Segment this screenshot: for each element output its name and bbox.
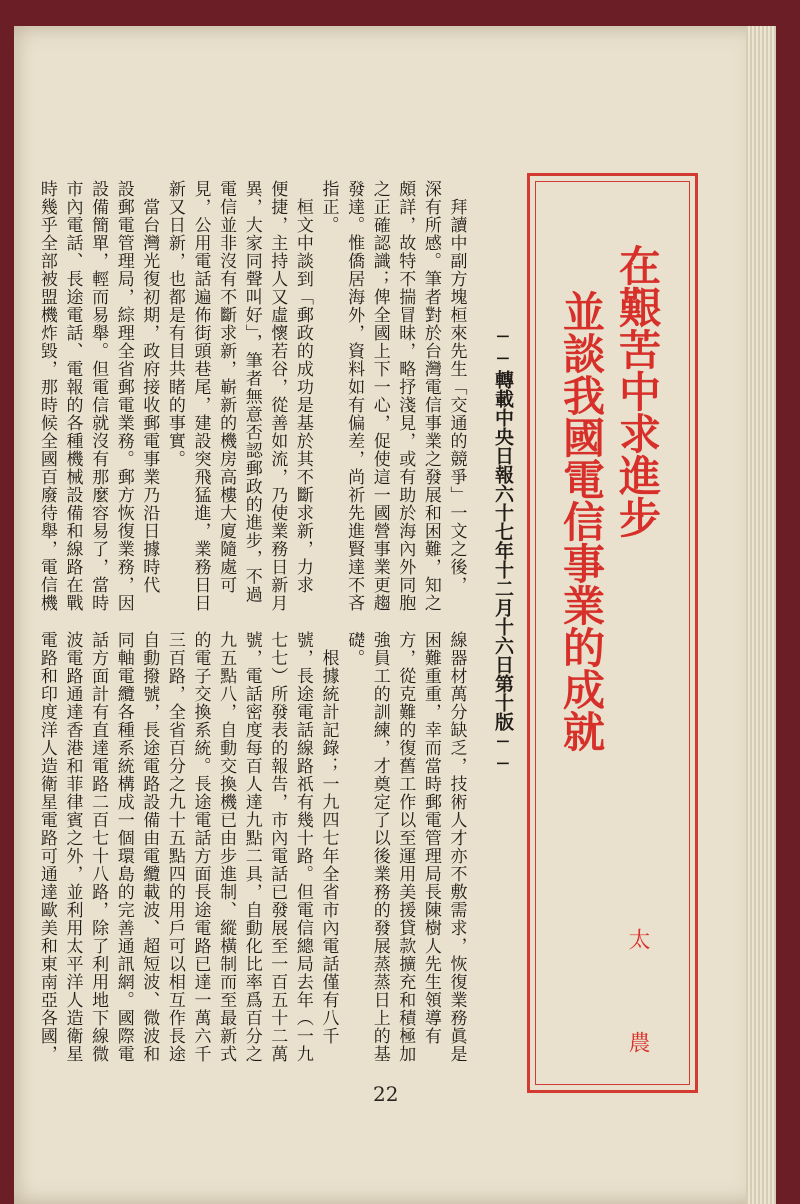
text-column: 頗詳，故特不揣冒昧，略抒淺見，或有助於海內外同胞 bbox=[395, 180, 416, 612]
text-column: 同軸電纜各種系統構成一個環島的完善通訊網。國際電 bbox=[113, 631, 134, 1063]
text-column: 深有所感。筆者對於台灣電信事業之發展和困難，知之 bbox=[420, 180, 441, 612]
text-column: 強員工的訓練，才奠定了以後業務的發展蒸蒸日上的基 bbox=[369, 631, 390, 1063]
text-column: 三百路，全省百分之九十五點四的用戶可以相互作長途 bbox=[164, 631, 185, 1063]
text-column: 當台灣光復初期，政府接收郵電事業乃沿日據時代 bbox=[139, 180, 160, 594]
text-column: 九五點八，自動交換機已由步進制、縱橫制而至最新式 bbox=[216, 631, 237, 1063]
article-title-line-2: 並談我國電信事業的成就 bbox=[557, 290, 606, 752]
text-column: 桓文中談到「郵政的成功是基於其不斷求新，力求 bbox=[292, 180, 313, 594]
text-column: 方，從克難的復舊工作以至運用美援貸款擴充和積極加 bbox=[395, 631, 416, 1063]
article-author: 太 農 bbox=[625, 928, 650, 1081]
text-column: 根據統計記錄；一九四七年全省市內電話僅有八千 bbox=[318, 631, 339, 1045]
text-column: 發達。惟僑居海外，資料如有偏差，尚祈先進賢達不吝 bbox=[344, 180, 365, 612]
text-column: 見，公用電話遍佈街頭巷尾，建設突飛猛進，業務日日 bbox=[190, 180, 211, 612]
source-note: ──轉載中央日報六十七年十二月十六日第十版── bbox=[492, 326, 514, 775]
text-column: 市內電話、長途電話、電報的各種機械設備和線路在戰 bbox=[62, 180, 83, 612]
text-column: 新又日新，也都是有目共睹的事實。 bbox=[164, 180, 185, 468]
page-edge bbox=[746, 26, 776, 1204]
text-column: 困難重重，幸而當時郵電管理局長陳樹人先生領導有 bbox=[420, 631, 441, 1045]
page-number: 22 bbox=[373, 1082, 399, 1106]
text-column: 號，電話密度每百人達九點二具，自動化比率爲百分之 bbox=[241, 631, 262, 1063]
text-column: 拜讀中副方塊桓來先生「交通的競爭」一文之後， bbox=[446, 180, 467, 594]
text-column: 線器材萬分缺乏，技術人才亦不敷需求，恢復業務眞是 bbox=[446, 631, 467, 1063]
text-column: 的電子交換系統。長途電話方面長途電路已達一萬六千 bbox=[190, 631, 211, 1063]
text-column: 號，長途電話線路祇有幾十路。但電信總局去年（一九 bbox=[292, 631, 313, 1063]
text-column: 電路和印度洋人造衛星電路可通達歐美和東南亞各國， bbox=[36, 631, 57, 1063]
text-column: 話方面計有直達電路二百七十八路，除了利用地下線微 bbox=[88, 631, 109, 1063]
article-title-line-1: 在艱苦中求進步 bbox=[613, 244, 662, 538]
text-column: 礎。 bbox=[344, 631, 365, 667]
text-column: 設郵電管理局，綜理全省郵電業務。郵方恢復業務，因 bbox=[113, 180, 134, 612]
text-column: 時幾乎全部被盟機炸毀，那時候全國百廢待舉，電信機 bbox=[36, 180, 57, 612]
text-column: 電信並非沒有不斷求新，嶄新的機房高樓大廈隨處可 bbox=[216, 180, 237, 594]
text-column: 之正確認識；俾全國上下一心，促使這一國營事業更趨 bbox=[369, 180, 390, 612]
text-column: 設備簡單，輕而易舉。但電信就沒有那麼容易了，當時 bbox=[88, 180, 109, 612]
text-column: 便捷，主持人又虛懷若谷，從善如流，乃使業務日新月 bbox=[267, 180, 288, 612]
text-column: 七七）所發表的報告，市內電話已發展至一百五十二萬 bbox=[267, 631, 288, 1063]
text-column: 自動撥號，長途電路設備由電纜載波、超短波、微波和 bbox=[139, 631, 160, 1063]
text-column: 指正。 bbox=[318, 180, 339, 234]
text-column: 異，大家同聲叫好」，筆者無意否認郵政的進步，不過 bbox=[241, 180, 262, 604]
text-column: 波電路通達香港和菲律賓之外，並利用太平洋人造衛星 bbox=[62, 631, 83, 1063]
